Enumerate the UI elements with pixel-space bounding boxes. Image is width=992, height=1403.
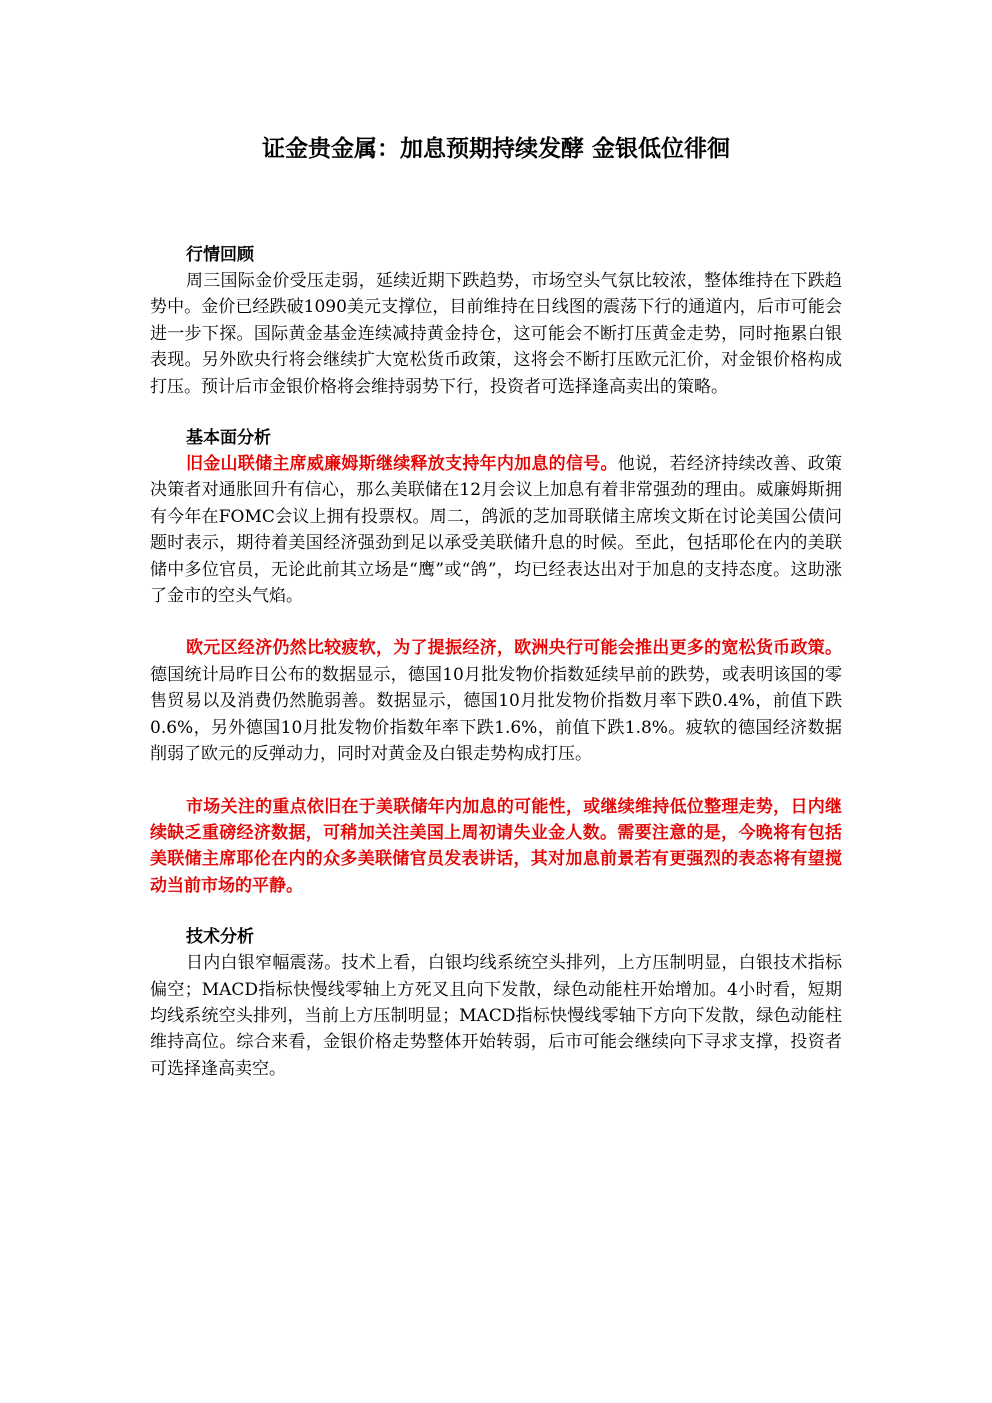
paragraph-highlight: 市场关注的重点依旧在于美联储年内加息的可能性，或继续维持低位整理走势，日内继续缺乏重磅经济数据，可稍加关注美国上周初请失业金人数。需要注意的是，今晚将有包括美联储主席耶伦在内的众多美联储官员发表讲话，其对加息前景若有更强烈的表态将有望搅动当前市场的平静。: [150, 796, 842, 896]
paragraph-highlight: 旧金山联储主席威廉姆斯继续释放支持年内加息的信号。: [186, 454, 618, 475]
section-heading: 技术分析: [186, 927, 254, 948]
section-market-review: [150, 242, 842, 400]
section-heading: 行情回顾: [186, 245, 254, 265]
section-technical-analysis: [150, 924, 842, 1082]
document-title: 证金贵金属：加息预期持续发酵 金银低位徘徊: [261, 136, 730, 162]
paragraph-text: 德国统计局昨日公布的数据显示，德国10月批发物价指数延续早前的跌势，或表明该国的零售贸易以及消费仍然脆弱善。数据显示，德国10月批发物价指数月率下跌0.4%，前值下跌0.6%，另外德国10月批发物价指数年率下跌1.6%，前值下跌1.8%。疲软的德国经济数据削弱了欧元的反弹动力，同时对黄金及白银走势构成打压。: [150, 664, 842, 765]
document-page: [150, 130, 842, 1082]
paragraph-text: 日内白银窄幅震荡。技术上看，白银均线系统空头排列，上方压制明显，白银技术指标偏空；MACD指标快慢线零轴上方死叉且向下发散，绿色动能柱开始增加。4小时看，短期均线系统空头排列，当前上方压制明显；MACD指标快慢线零轴下方向下发散，绿色动能柱维持高位。综合来看，金银价格走势整体开始转弱，后市可能会继续向下寻求支撑，投资者可选择逢高卖空。: [150, 953, 842, 1079]
section-spacer: [150, 400, 842, 425]
paragraph: [150, 950, 842, 1082]
paragraph-spacer: [150, 609, 842, 635]
paragraph-text: 他说，若经济持续改善、政策决策者对通胀回升有信心，那么美联储在12月会议上加息有着非常强劲的理由。威廉姆斯拥有今年在FOMC会议上拥有投票权。周二，鸽派的芝加哥联储主席埃文斯在讨论美国公债问题时表示，期待着美国经济强劲到足以承受美联储升息的时候。至此，包括耶伦在内的美联储中多位官员，无论此前其立场是“鹰”或“鸽”，均已经表达出对于加息的支持态度。这助涨了金市的空头气焰。: [150, 454, 843, 607]
section-heading: 基本面分析: [186, 428, 271, 449]
paragraph: [150, 635, 842, 767]
section-fundamental-analysis: [150, 425, 842, 899]
paragraph-spacer: [150, 768, 842, 794]
paragraph: [150, 451, 842, 609]
paragraph-highlight: 欧元区经济仍然比较疲软，为了提振经济，欧洲央行可能会推出更多的宽松货币政策。: [186, 638, 842, 659]
paragraph: [150, 794, 842, 900]
section-spacer: [150, 899, 842, 924]
paragraph: [150, 268, 842, 400]
paragraph-text: 周三国际金价受压走弱，延续近期下跌趋势，市场空头气氛比较浓，整体维持在下跌趋势中。金价已经跌破1090美元支撑位，目前维持在日线图的震荡下行的通道内，后市可能会进一步下探。国际黄金基金连续减持黄金持仓，这可能会不断打压黄金走势，同时拖累白银表现。另外欧央行将会继续扩大宽松货币政策，这将会不断打压欧元汇价，对金银价格构成打压。预计后市金银价格将会维持弱势下行，投资者可选择逢高卖出的策略。: [150, 271, 842, 397]
